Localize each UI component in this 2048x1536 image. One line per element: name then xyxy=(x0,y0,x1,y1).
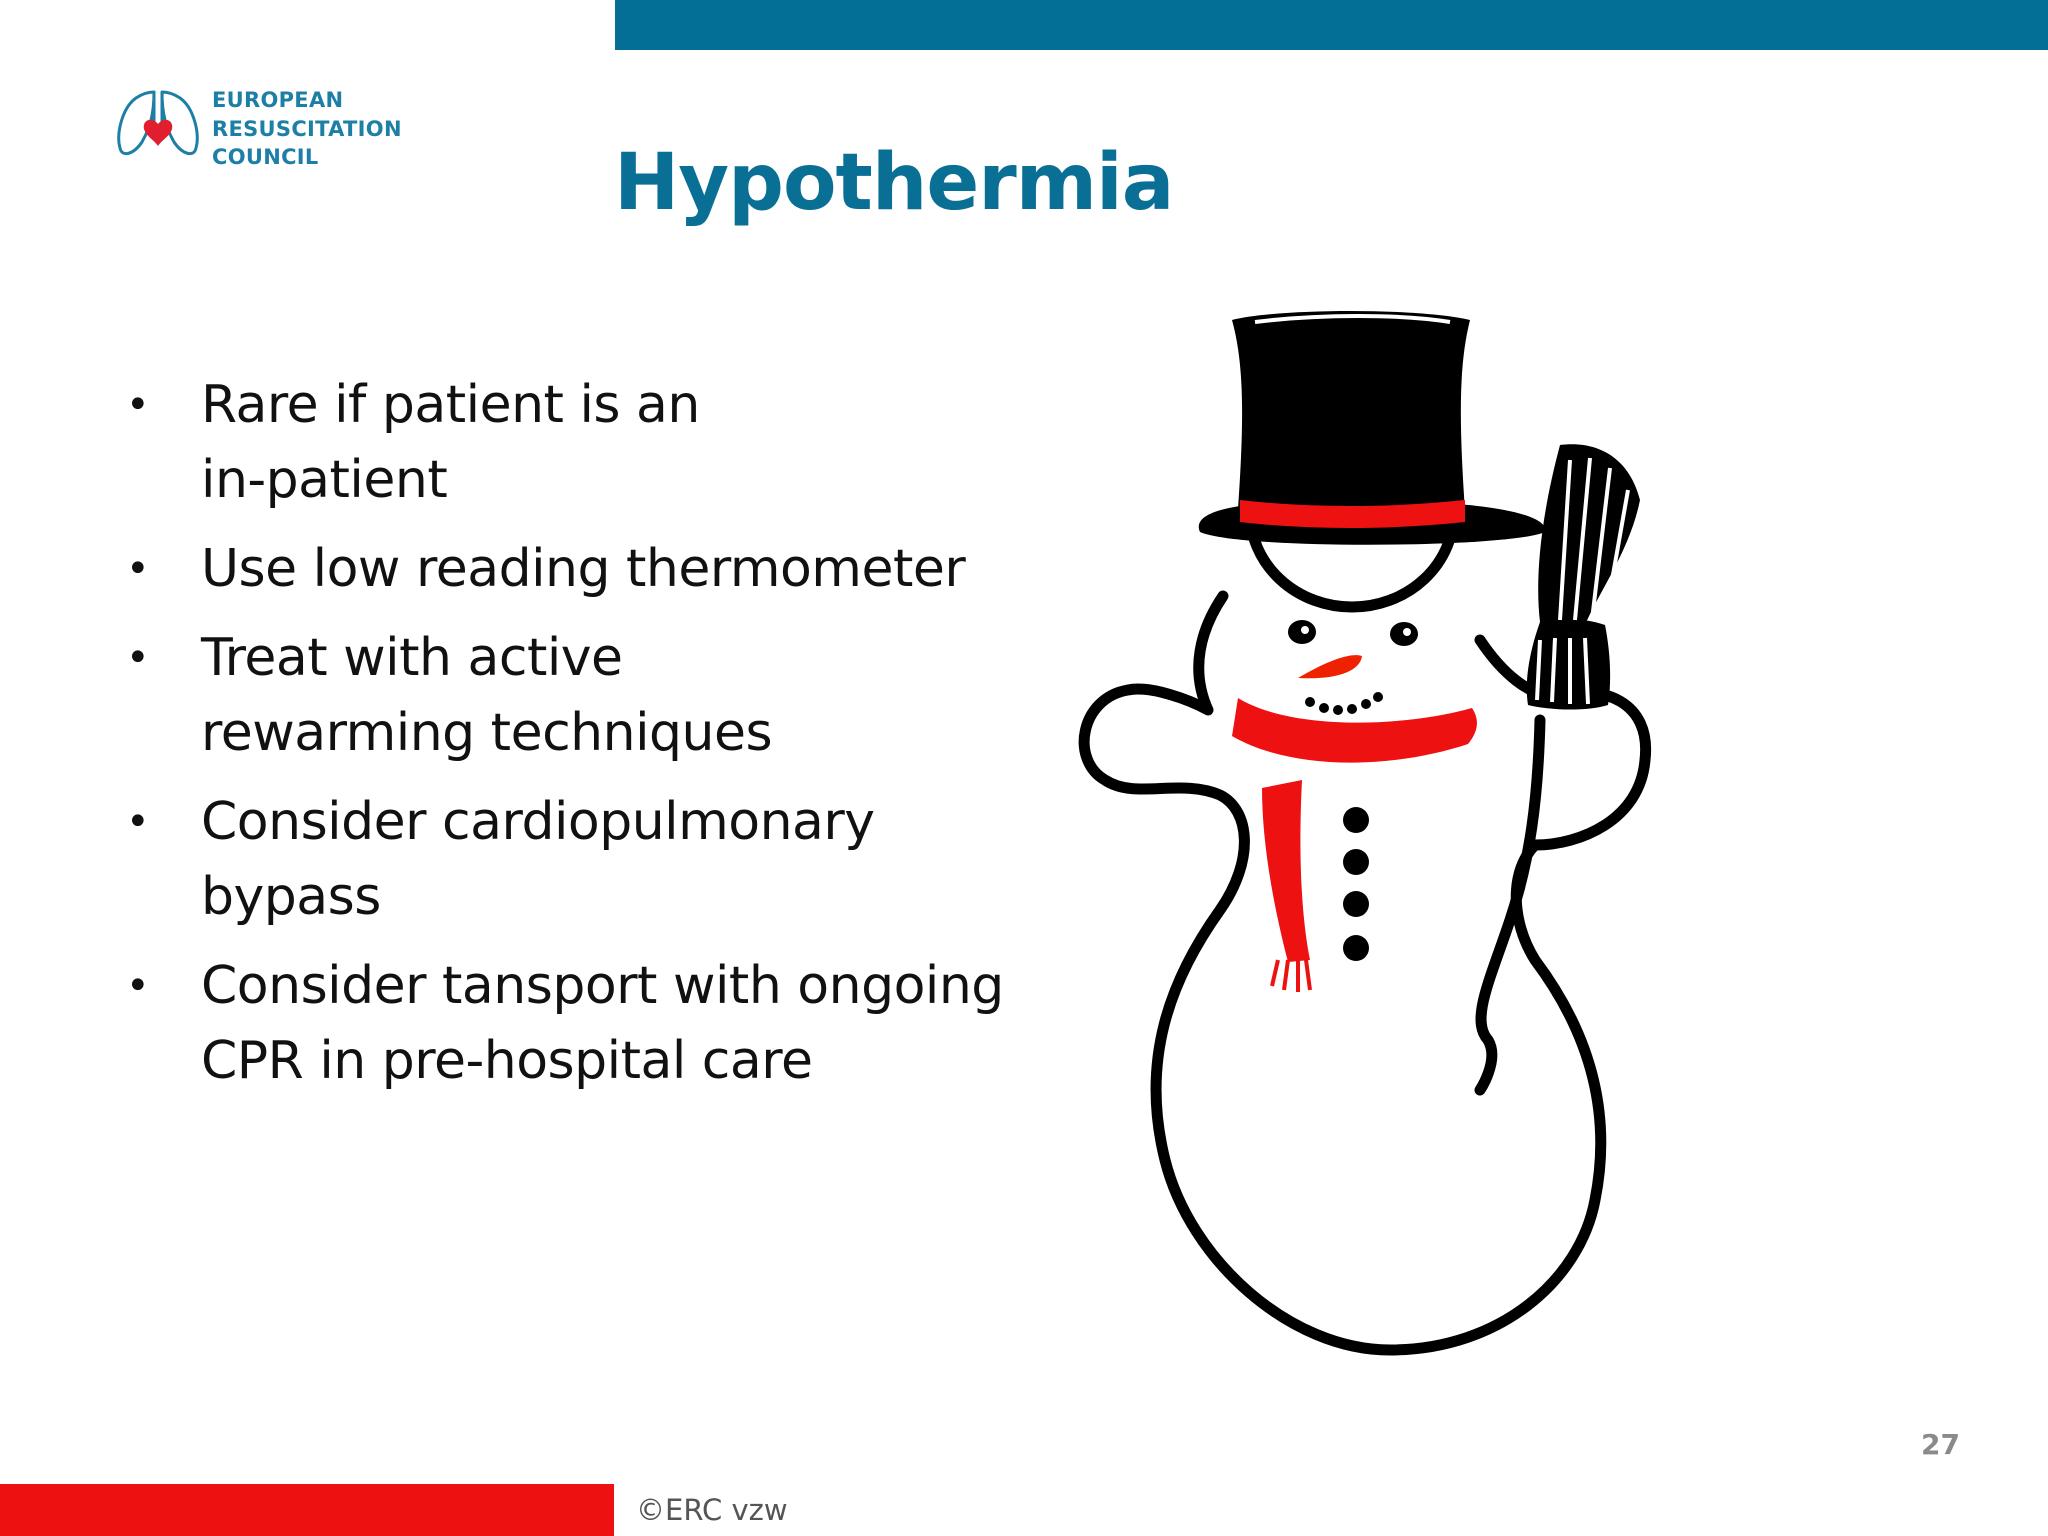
slide-title: Hypothermia xyxy=(614,138,1174,228)
logo-line-1: EUROPEAN xyxy=(212,88,344,112)
bottom-accent-bar xyxy=(0,1484,614,1536)
bullet-icon: • xyxy=(126,799,150,845)
bullet-icon: • xyxy=(126,546,150,592)
bullet-item xyxy=(120,785,1020,935)
snowman-illustration xyxy=(1040,300,1740,1380)
bullet-text: Consider tansport with ongoing CPR in pre-hospital care xyxy=(201,956,1004,1091)
bullet-text: Use low reading thermometer xyxy=(201,539,966,599)
bullet-list xyxy=(120,368,1020,1113)
logo-line-2: RESUSCITATION xyxy=(212,116,402,141)
logo-line-3: COUNCIL xyxy=(212,145,319,169)
page-number: 27 xyxy=(1921,1428,1960,1461)
top-hat-icon xyxy=(1199,311,1545,545)
copyright-notice: ©ERC vzw xyxy=(636,1493,788,1527)
bullet-item xyxy=(120,621,1020,771)
bullet-icon: • xyxy=(126,963,150,1009)
bullet-icon: • xyxy=(126,382,150,428)
bullet-text: Rare if patient is an in-patient xyxy=(201,375,700,510)
bullet-text: Consider cardiopulmonary bypass xyxy=(201,792,875,927)
top-accent-bar xyxy=(615,0,2048,50)
bullet-item xyxy=(120,949,1020,1099)
logo-wordmark xyxy=(212,86,402,172)
bullet-item xyxy=(120,532,1020,607)
bullet-icon: • xyxy=(126,635,150,681)
bullet-text: Treat with active rewarming techniques xyxy=(201,628,773,763)
bullet-item xyxy=(120,368,1020,518)
